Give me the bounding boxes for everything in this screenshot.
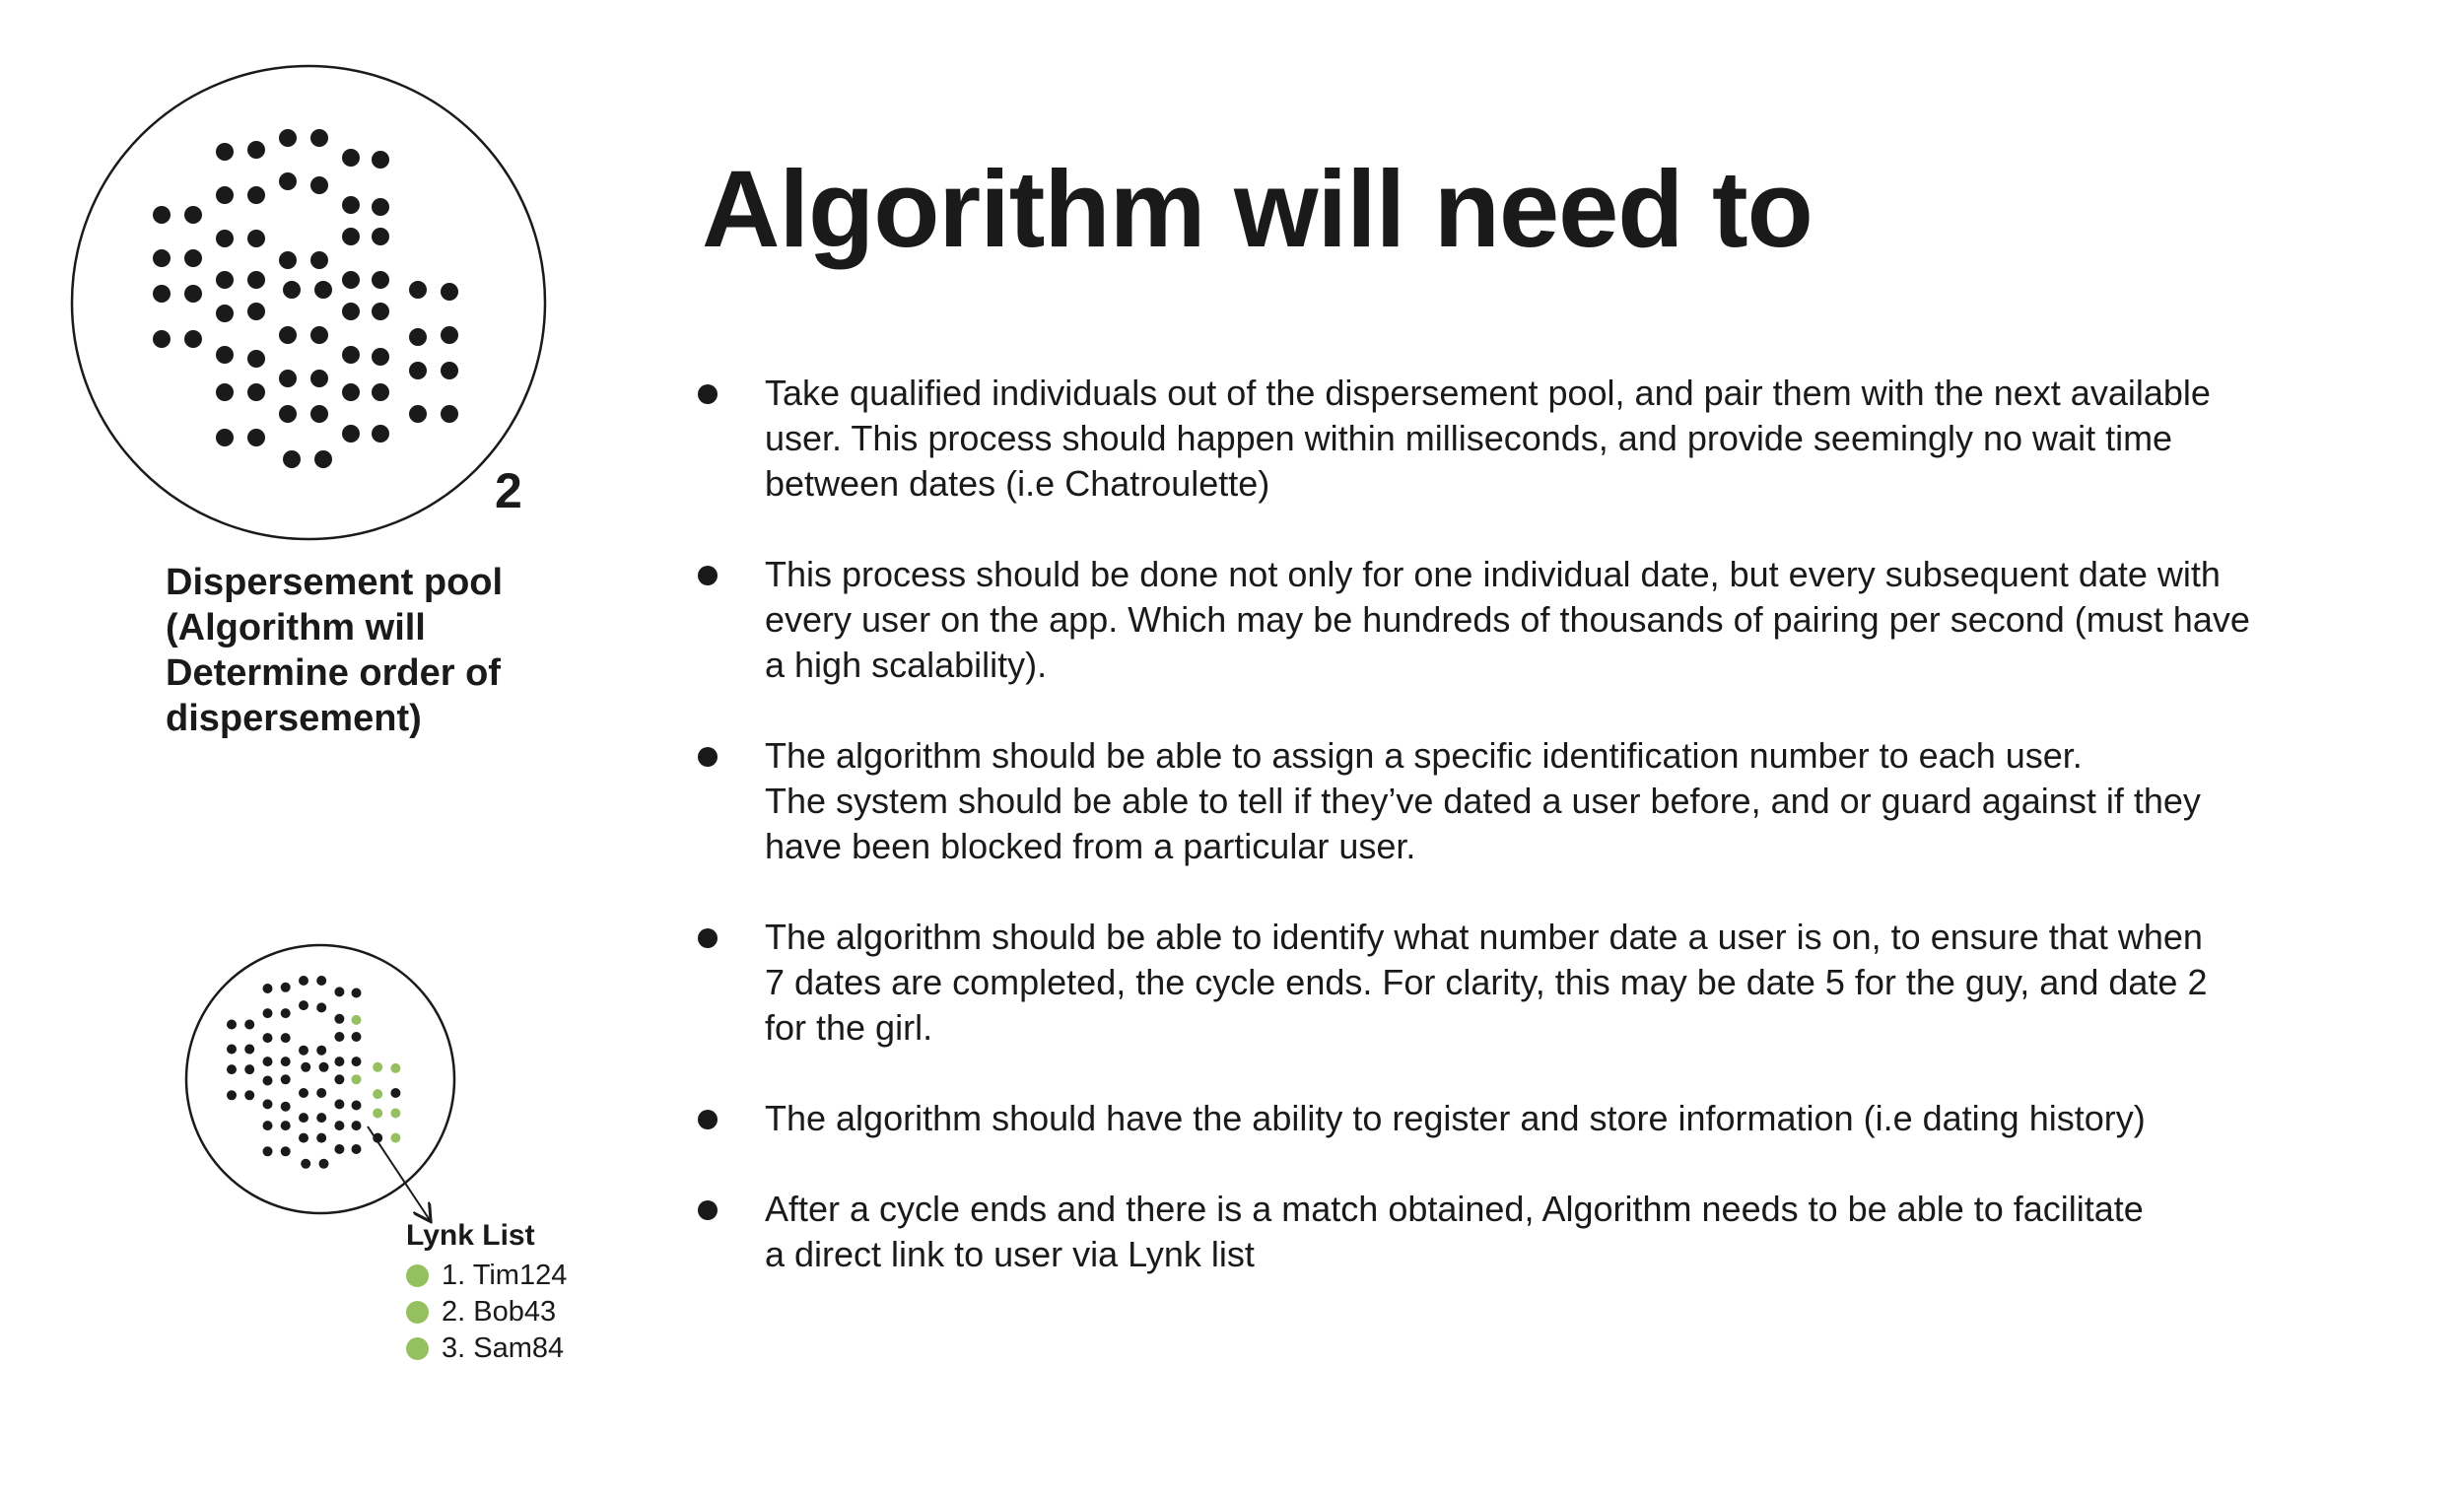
pool-dot (352, 1057, 362, 1066)
matched-user-dot (390, 1133, 400, 1143)
pool-dot (352, 1121, 362, 1130)
pool-dot (263, 1099, 273, 1109)
pool-dot (263, 1057, 273, 1066)
caption-line: (Algorithm will (166, 607, 426, 648)
pool-dot (334, 1032, 344, 1042)
matched-user-dot (373, 1109, 382, 1119)
requirement-text-line: user. This process should happen within milliseconds, and provide seemingly no wait time (765, 418, 2173, 458)
pool-dot (247, 271, 265, 289)
pool-dot (342, 346, 360, 364)
green-dot-icon (406, 1264, 429, 1287)
pool-dot (227, 1045, 237, 1055)
pool-dot (244, 1090, 254, 1100)
pool-dot (334, 1144, 344, 1154)
requirement-item (690, 1096, 2365, 1141)
requirement-text-line: The system should be able to tell if they’ve dated a user before, and or guard against if they (765, 781, 2201, 821)
pool-dot (247, 230, 265, 247)
pool-dot (281, 1102, 291, 1112)
lynk-list-item-label: 3. Sam84 (442, 1332, 565, 1364)
pool-dot (314, 281, 332, 299)
pool-dot (263, 1076, 273, 1086)
pool-dot (301, 1062, 310, 1072)
pool-dot (372, 228, 389, 245)
pool-dot (263, 1008, 273, 1018)
pool-dot (299, 1088, 308, 1098)
caption-line: Determine order of (166, 652, 501, 694)
bullet-dot-icon (698, 566, 718, 585)
pool-dot (247, 383, 265, 401)
pool-dot (247, 429, 265, 446)
pool-dot (216, 143, 234, 161)
requirement-item (690, 1187, 2365, 1277)
pool-dot (316, 1133, 326, 1143)
pool-dot (283, 450, 301, 468)
pool-dot (316, 976, 326, 986)
matched-user-dot (390, 1063, 400, 1073)
pool-dot (263, 1121, 273, 1130)
requirement-text-line: every user on the app. Which may be hundreds of thousands of pairing per second (must have (765, 599, 2250, 640)
pool-dot (227, 1090, 237, 1100)
lynk-list-item (406, 1330, 567, 1367)
requirement-item (690, 552, 2365, 688)
pool-dot (279, 251, 297, 269)
pool-dot (244, 1064, 254, 1074)
pool-dot (372, 198, 389, 216)
requirement-text-line: The algorithm should be able to identify what number date a user is on, to ensure that when (765, 917, 2203, 957)
pool-dot (279, 370, 297, 387)
lynk-list-item (406, 1258, 567, 1294)
requirement-text-line: The algorithm should have the ability to register and store information (i.e dating history) (765, 1098, 2146, 1138)
lynk-pool-dots (227, 976, 400, 1169)
pool-dot (244, 1020, 254, 1030)
pool-dot (299, 1046, 308, 1056)
pool-dot (352, 989, 362, 998)
pool-dot (184, 285, 202, 303)
pool-dot (184, 206, 202, 224)
caption-line: dispersement) (166, 698, 422, 739)
pool-dot (281, 983, 291, 992)
pool-dot (281, 1008, 291, 1018)
requirement-text-line: a high scalability). (765, 645, 1048, 685)
pool-dot (342, 149, 360, 167)
pool-dot (216, 271, 234, 289)
green-dot-icon (406, 1337, 429, 1360)
pool-dot (299, 1000, 308, 1010)
pool-dot (263, 984, 273, 993)
pool-dot (316, 1088, 326, 1098)
pool-dot (334, 1121, 344, 1130)
pool-dot (283, 281, 301, 299)
dispersement-pool-circle (72, 66, 545, 539)
bullet-dot-icon (698, 928, 718, 948)
pool-dot (390, 1088, 400, 1098)
pool-dot (409, 281, 427, 299)
pool-dot (301, 1159, 310, 1169)
lynk-list-item (406, 1294, 567, 1330)
pool-dot (334, 1057, 344, 1066)
requirement-item (690, 371, 2365, 507)
pool-dot (352, 1032, 362, 1042)
pool-dot (216, 230, 234, 247)
pool-dot (247, 350, 265, 368)
requirement-text-line: Take qualified individuals out of the dispersement pool, and pair them with the next available (765, 373, 2211, 413)
pool-dot (153, 285, 171, 303)
dispersement-pool-dots (153, 129, 458, 468)
pool-dot (334, 1074, 344, 1084)
pool-dot (153, 249, 171, 267)
pool-dot (247, 186, 265, 204)
pool-dot (441, 326, 458, 344)
requirement-text-line: This process should be done not only for one individual date, but every subsequent date with (765, 554, 2221, 594)
pool-dot (216, 346, 234, 364)
matched-user-dot (373, 1089, 382, 1099)
pool-dot (153, 206, 171, 224)
pool-dot (310, 129, 328, 147)
matched-user-dot (390, 1109, 400, 1119)
pool-dot (279, 129, 297, 147)
bullet-dot-icon (698, 747, 718, 767)
pool-dot (310, 370, 328, 387)
pool-dot (409, 362, 427, 379)
pool-dot (441, 405, 458, 423)
green-dot-icon (406, 1301, 429, 1324)
pool-dot (310, 405, 328, 423)
lynk-list-item-label: 2. Bob43 (442, 1296, 557, 1328)
page-title: Algorithm will need to (702, 149, 1813, 270)
pool-dot (216, 383, 234, 401)
pool-dot (342, 196, 360, 214)
pool-dot (279, 405, 297, 423)
pool-dot (244, 1045, 254, 1055)
requirements-list (690, 371, 2365, 1323)
pool-dot (281, 1074, 291, 1084)
pool-dot (372, 303, 389, 320)
pool-dot (299, 1113, 308, 1123)
requirement-item (690, 733, 2365, 869)
bullet-dot-icon (698, 384, 718, 404)
pool-dot (334, 1099, 344, 1109)
requirement-text-line: have been blocked from a particular user. (765, 826, 1416, 866)
lynk-list-title: Lynk List (406, 1219, 535, 1252)
pool-dot (316, 1046, 326, 1056)
lynk-list-item-label: 1. Tim124 (442, 1260, 568, 1291)
pool-dot (372, 271, 389, 289)
pool-dot (342, 303, 360, 320)
requirement-text-line: between dates (i.e Chatroulette) (765, 463, 1270, 504)
lynk-list (406, 1258, 567, 1367)
dispersement-pool-caption (166, 560, 560, 741)
pool-dot (352, 1101, 362, 1111)
pool-dot (441, 283, 458, 301)
pool-dot (153, 330, 171, 348)
pool-dot (227, 1020, 237, 1030)
pool-dot (247, 141, 265, 159)
pool-dot (227, 1064, 237, 1074)
matched-user-dot (373, 1062, 382, 1072)
pool-dot (352, 1144, 362, 1154)
pool-dot (310, 176, 328, 194)
pool-dot (310, 326, 328, 344)
pool-dot (319, 1062, 329, 1072)
pool-dot (409, 328, 427, 346)
pool-dot (263, 1033, 273, 1043)
matched-user-dot (352, 1074, 362, 1084)
pool-dot (316, 1002, 326, 1012)
pool-dot (409, 405, 427, 423)
pool-dot (441, 362, 458, 379)
caption-line: Dispersement pool (166, 562, 504, 603)
pool-dot (247, 303, 265, 320)
pool-dot (184, 249, 202, 267)
pool-dot (372, 425, 389, 443)
pool-dot (372, 151, 389, 169)
pool-dot (281, 1057, 291, 1066)
requirement-text-line: for the girl. (765, 1007, 933, 1048)
pool-dot (342, 425, 360, 443)
matched-user-dot (352, 1015, 362, 1025)
requirement-text-line: 7 dates are completed, the cycle ends. For clarity, this may be date 5 for the guy, and date 2 (765, 962, 2208, 1002)
pool-dot (316, 1113, 326, 1123)
pool-dot (281, 1033, 291, 1043)
requirement-item (690, 915, 2365, 1051)
pool-dot (342, 228, 360, 245)
pool-dot (372, 383, 389, 401)
pool-dot (319, 1159, 329, 1169)
pool-dot (184, 330, 202, 348)
pool-dot (310, 251, 328, 269)
pool-dot (279, 326, 297, 344)
requirement-text-line: After a cycle ends and there is a match obtained, Algorithm needs to be able to facilitate (765, 1189, 2144, 1229)
bullet-dot-icon (698, 1200, 718, 1220)
pool-dot (334, 987, 344, 996)
pool-dot (334, 1014, 344, 1024)
pool-dot (299, 1133, 308, 1143)
pool-dot (263, 1146, 273, 1156)
pool-dot (281, 1121, 291, 1130)
pool-dot (299, 976, 308, 986)
pool-dot (216, 305, 234, 322)
pool-dot (279, 172, 297, 190)
pool-dot (216, 429, 234, 446)
bullet-dot-icon (698, 1110, 718, 1129)
requirement-text-line: The algorithm should be able to assign a specific identification number to each user. (765, 735, 2083, 776)
requirement-text-line: a direct link to user via Lynk list (765, 1234, 1255, 1274)
pool-dot (216, 186, 234, 204)
pool-number: 2 (495, 463, 522, 518)
pool-dot (281, 1146, 291, 1156)
pool-dot (342, 383, 360, 401)
pool-dot (372, 348, 389, 366)
pool-dot (342, 271, 360, 289)
pool-dot (314, 450, 332, 468)
